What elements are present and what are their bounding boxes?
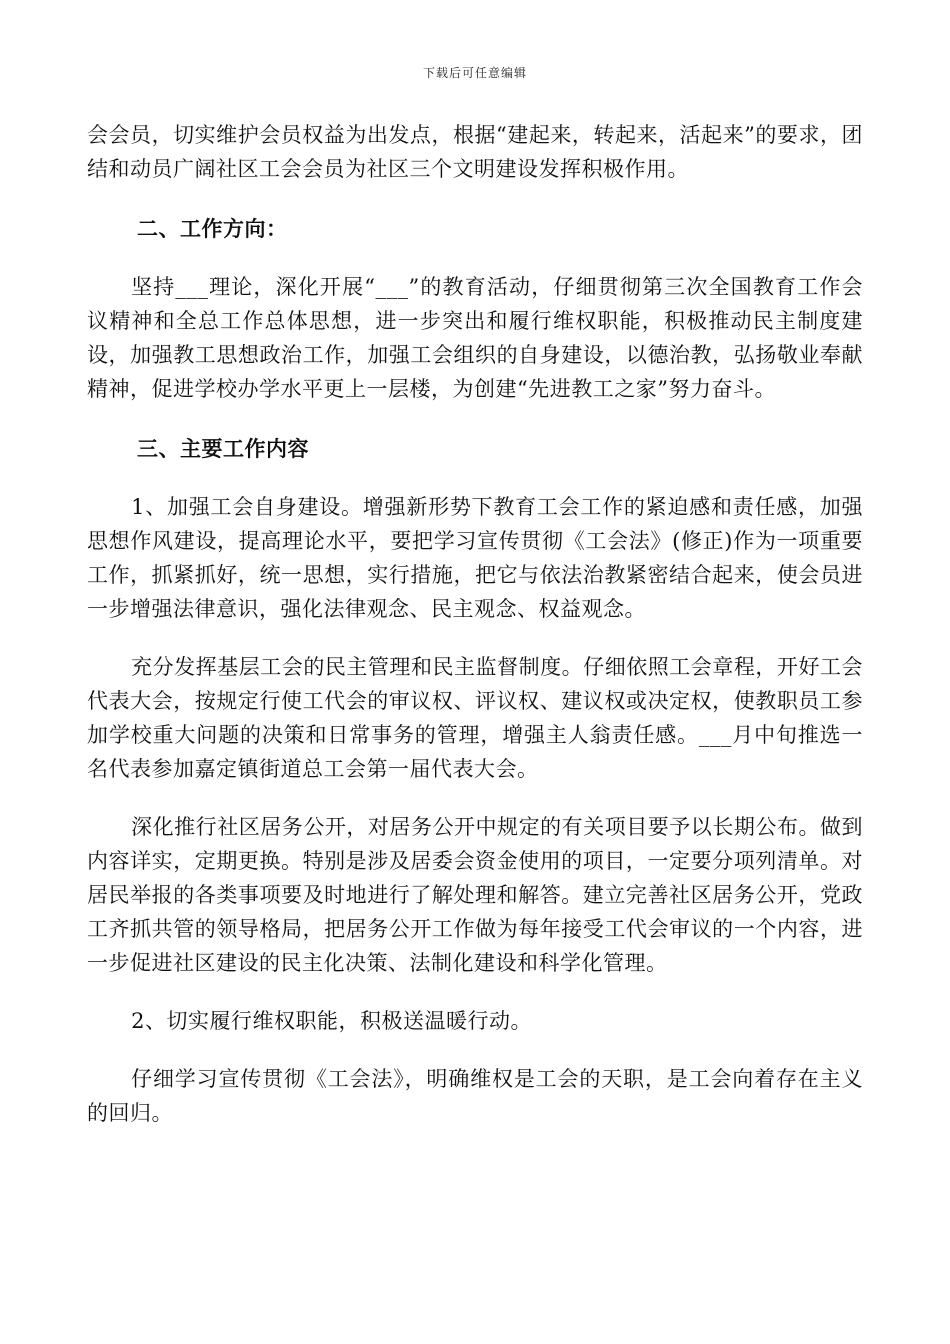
page-header-note: 下载后可任意编辑 — [422, 66, 527, 80]
paragraph-rights-protection: 2、切实履行维权职能，积极送温暖行动。 — [131, 1009, 532, 1033]
paragraph-democratic-management: 充分发挥基层工会的民主管理和民主监督制度。仔细依照工会章程，开好工会代表大会，按规定行使工代会的审议权、评议权、建议权或决定权，使教职员工参加学校重大问题的决策和日常事务的管理，增强主人翁责任感。___月中旬推选一名代表参加嘉定镇街道总工会第一届代表大会。 — [87, 655, 863, 781]
paragraph-union-law-study: 仔细学习宣传贯彻《工会法》，明确维权是工会的天职，是工会向着存在主义的回归。 — [87, 1067, 863, 1125]
paragraph-work-direction: 坚持___理论，深化开展“___”的教育活动，仔细贯彻第三次全国教育工作会议精神和全总工作总体思想，进一步突出和履行维权职能，积极推动民主制度建设，加强教工思想政治工作，加强工会组织的自身建设，以德治教，弘扬敬业奉献精神，促进学校办学水平更上一层楼，为创建“先进教工之家”努力奋斗。 — [87, 275, 863, 401]
paragraph-affairs-disclosure: 深化推行社区居务公开，对居务公开中规定的有关项目要予以长期公布。做到内容详实，定期更换。特别是涉及居委会资金使用的项目，一定要分项列清单。对居民举报的各类事项要及时地进行了解处理和解答。建立完善社区居务公开，党政工齐抓共管的领导格局，把居务公开工作做为每年接受工代会审议的一个内容，进一步促进社区建设的民主化决策、法制化建设和科学化管理。 — [87, 815, 863, 975]
paragraph-self-building: 1、加强工会自身建设。增强新形势下教育工会工作的紧迫感和责任感，加强思想作风建设，提高理论水平，要把学习宣传贯彻《工会法》(修正)作为一项重要工作，抓紧抓好，统一思想，实行措施，把它与依法治教紧密结合起来，使会员进一步增强法律意识，强化法律观念、民主观念、权益观念。 — [87, 495, 863, 621]
document-body — [87, 118, 863, 1130]
section-heading-work-direction: 二、工作方向： — [137, 216, 288, 241]
section-heading-main-content: 三、主要工作内容 — [137, 436, 309, 461]
paragraph-continuation: 会会员，切实维护会员权益为出发点，根据“建起来，转起来，活起来”的要求，团结和动员广阔社区工会会员为社区三个文明建设发挥积极作用。 — [87, 123, 863, 181]
